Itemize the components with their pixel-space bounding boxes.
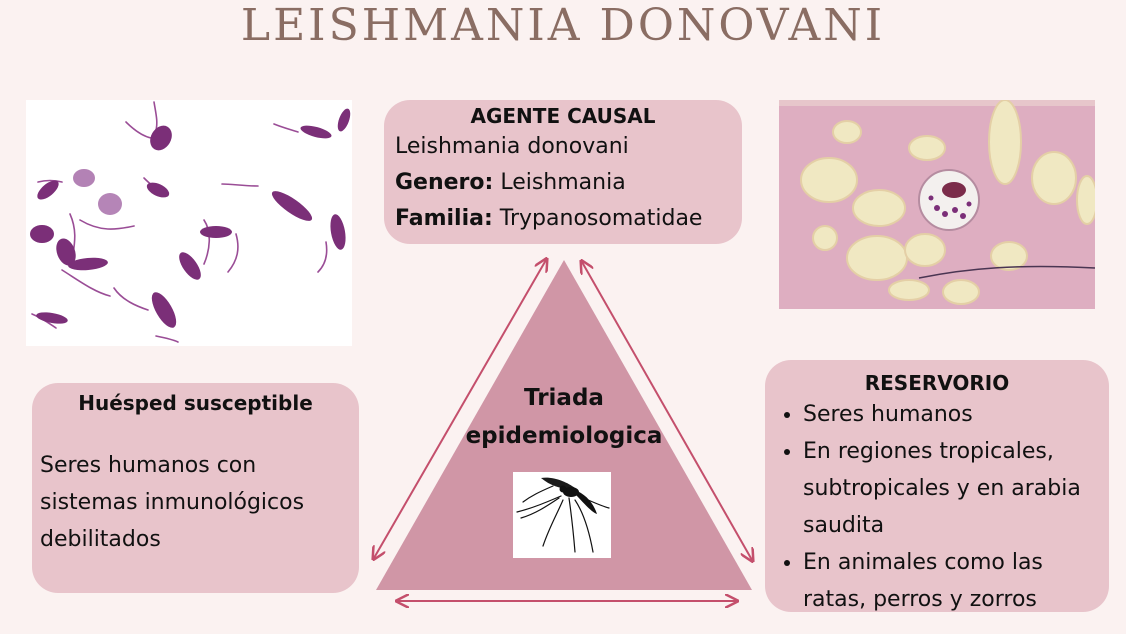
genus-value: Leishmania xyxy=(500,170,626,195)
reservoir-item: • En animales como las ratas, perros y zorros xyxy=(803,544,1109,618)
mosquito-drawing xyxy=(513,472,611,558)
blood-smear-illustration xyxy=(779,100,1095,309)
genus-line xyxy=(384,165,742,201)
family-value: Trypanosomatidae xyxy=(499,206,703,231)
family-line xyxy=(384,201,742,237)
amastigote-blood-smear xyxy=(779,100,1095,309)
host-heading: Huésped susceptible xyxy=(78,391,313,415)
promastigote-micrograph xyxy=(26,100,352,346)
causal-agent-box xyxy=(384,100,742,244)
causal-agent-heading: AGENTE CAUSAL xyxy=(470,104,656,128)
reservoir-list xyxy=(765,396,1109,618)
genus-label: Genero: xyxy=(395,170,494,195)
reservoir-item: • Seres humanos xyxy=(803,396,1109,433)
triad-label-line2: epidemiologica xyxy=(465,423,663,449)
species-line: Leishmania donovani xyxy=(395,134,629,159)
family-label: Familia: xyxy=(395,206,493,231)
mosquito-icon xyxy=(513,472,611,558)
reservoir-box xyxy=(765,360,1109,612)
reservoir-heading: RESERVORIO xyxy=(864,371,1010,395)
promastigote-illustration xyxy=(26,100,352,346)
host-description: Seres humanos con sistemas inmunológicos debilitados xyxy=(40,453,305,552)
reservoir-item: • En regiones tropicales, subtropicales y en arabia saudita xyxy=(803,433,1109,544)
page-title: LEISHMANIA DONOVANI xyxy=(240,0,886,51)
triad-label-line1: Triada xyxy=(524,385,604,411)
susceptible-host-box xyxy=(32,383,359,593)
